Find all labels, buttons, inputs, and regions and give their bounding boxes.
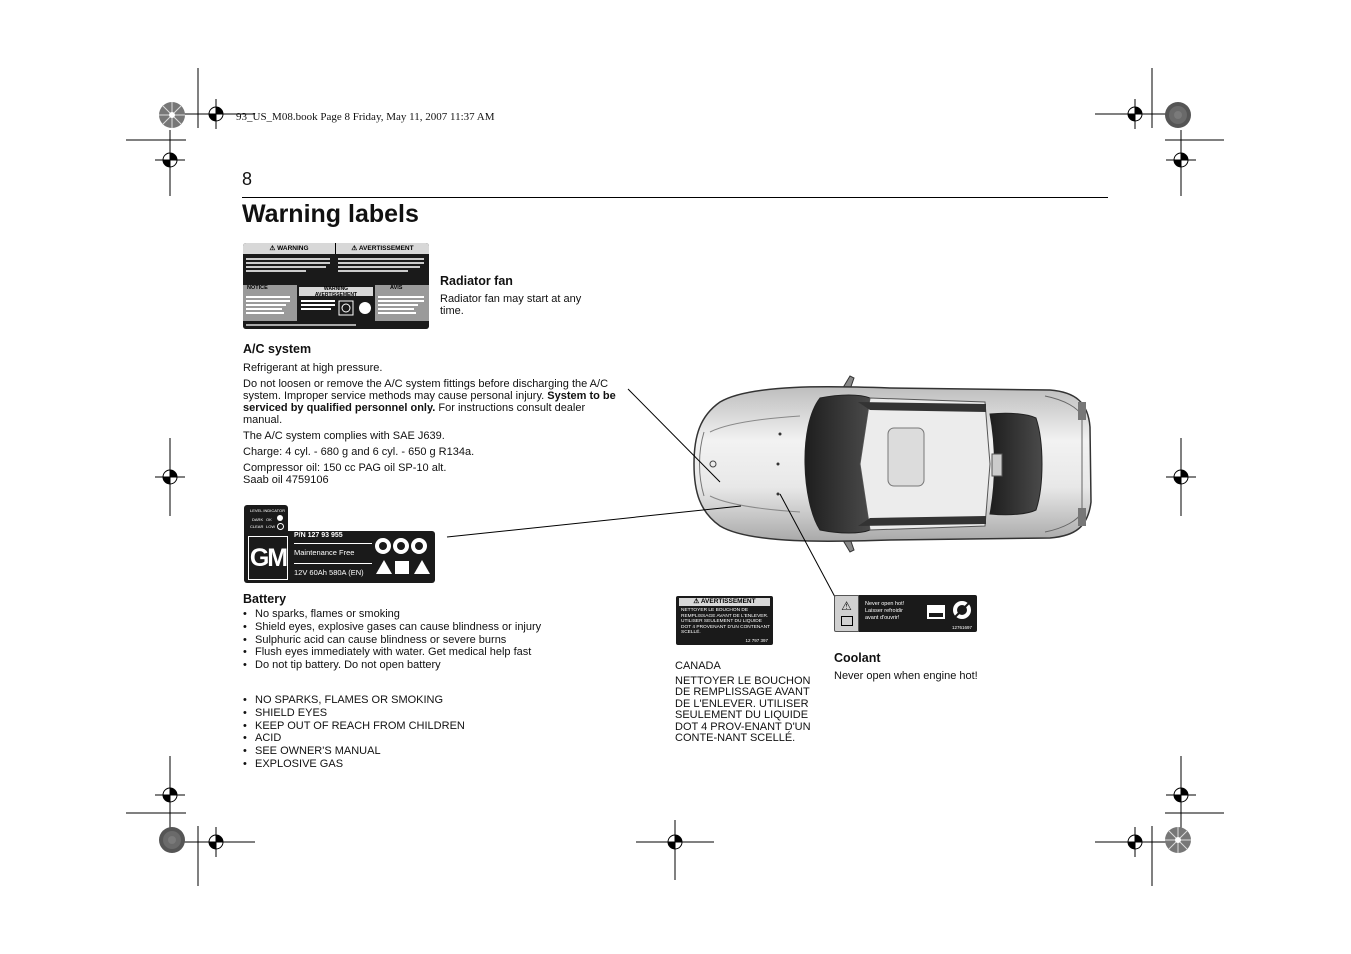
level-clear: CLEAR [250, 524, 264, 529]
ac-avertissement-title: AVERTISSEMENT [358, 245, 414, 252]
list-item: • Flush eyes immediately with water. Get medical help fast [243, 646, 573, 659]
ac-avis: AVIS [390, 285, 403, 291]
page-number: 8 [242, 169, 253, 189]
list-item: • SHIELD EYES [243, 707, 573, 720]
list-item: • EXPLOSIVE GAS [243, 758, 573, 771]
level-indicator: LEVEL INDICATOR [250, 508, 286, 513]
radiator-fan-heading: Radiator fan [440, 274, 513, 288]
canada-section [675, 660, 815, 744]
ac-warning-small: WARNING [323, 286, 349, 292]
list-item: • No sparks, flames or smoking [243, 608, 573, 621]
ac-p2-bold: System to be serviced by qualified personnel only. [243, 390, 616, 414]
radiator-fan-text: Radiator fan may start at any time. [440, 293, 582, 317]
print-header: 93_US_M08.book Page 8 Friday, May 11, 2007 11:37 AM [236, 111, 495, 123]
level-dark: DARK [252, 517, 264, 522]
ac-p5b: Saab oil 4759106 [243, 474, 329, 486]
list-item: • NO SPARKS, FLAMES OR SMOKING [243, 694, 573, 707]
ac-warning-title: WARNING [277, 245, 309, 252]
book-icon [841, 616, 853, 626]
canada-label-header: AVERTISSEMENT [700, 598, 756, 605]
ac-system-heading: A/C system [243, 342, 312, 356]
canada-heading: CANADA [675, 660, 721, 672]
coolant-label-part: 12761697 [951, 625, 972, 630]
ac-p4: Charge: 4 cyl. - 680 g and 6 cyl. - 650 g R134a. [243, 446, 475, 458]
page-title: Warning labels [242, 200, 419, 228]
list-item: • KEEP OUT OF REACH FROM CHILDREN [243, 720, 573, 733]
canada-text: NETTOYER LE BOUCHON DE REMPLISSAGE AVANT DE L'ENLEVER. UTILISER SEULEMENT DU LIQUIDE DOT 4 PROV-ENANT D'UN CONTE-NANT SCELLÉ. [675, 675, 811, 745]
canada-label-line: SCELLÉ. [681, 630, 701, 636]
canada-label-line: DOT 4 PROVENANT D'UN CONTENANT [681, 624, 770, 630]
list-item: • ACID [243, 732, 573, 745]
ac-p2-a: Do not loosen or remove the A/C system fittings before discharging the A/C system. Improper service methods may cause personal injury. [243, 378, 609, 402]
level-low: LOW [266, 524, 276, 529]
battery-maintenance: Maintenance Free [294, 548, 355, 557]
canada-label-line: NETTOYER LE BOUCHON DE [681, 608, 749, 613]
coolant-label-line1: Never open hot! [865, 601, 905, 607]
ac-p5a: Compressor oil: 150 cc PAG oil SP-10 alt. [243, 462, 447, 474]
coolant-label [834, 595, 977, 632]
coolant-heading: Coolant [834, 651, 881, 665]
ac-p2-b: For instructions consult dealer manual. [243, 402, 586, 426]
canada-label-line: REMPLISSAGE AVANT DE L'ENLEVER. [681, 613, 769, 619]
coolant-label-line3: avant d'ouvrir! [865, 615, 900, 621]
canada-label-part: 12 797 397 [745, 638, 768, 643]
level-ok: OK [266, 517, 272, 522]
battery-heading: Battery [243, 592, 287, 606]
warning-triangle-icon: ⚠ [693, 598, 700, 605]
list-item: • SEE OWNER'S MANUAL [243, 745, 573, 758]
ac-notice: NOTICE [247, 285, 268, 291]
ac-p3: The A/C system complies with SAE J639. [243, 430, 445, 442]
gm-logo: GM [248, 536, 288, 580]
coolant-label-line2: Laisser refroidir [865, 608, 903, 614]
coolant-text: Never open when engine hot! [834, 670, 978, 682]
coolant-section [834, 651, 1034, 682]
warning-triangle-icon: ⚠ [269, 245, 276, 252]
canada-label-line: UTILISER SEULEMENT DU LIQUIDE [681, 619, 762, 625]
battery-pn: P/N 127 93 955 [294, 532, 343, 539]
list-item: • Do not tip battery. Do not open battery [243, 659, 573, 672]
coolant-symbols [925, 599, 973, 623]
battery-spec: 12V 60Ah 580A (EN) [294, 568, 364, 577]
list-item: • Sulphuric acid can cause blindness or severe burns [243, 634, 573, 647]
ac-avertissement-small: AVERTISSEMENT [314, 291, 358, 298]
warning-triangle-icon: ⚠ [841, 599, 852, 613]
warning-triangle-icon: ⚠ [351, 245, 358, 252]
list-item: • Shield eyes, explosive gases can cause blindness or injury [243, 621, 573, 634]
canada-label [676, 596, 773, 645]
ac-p1: Refrigerant at high pressure. [243, 362, 383, 374]
